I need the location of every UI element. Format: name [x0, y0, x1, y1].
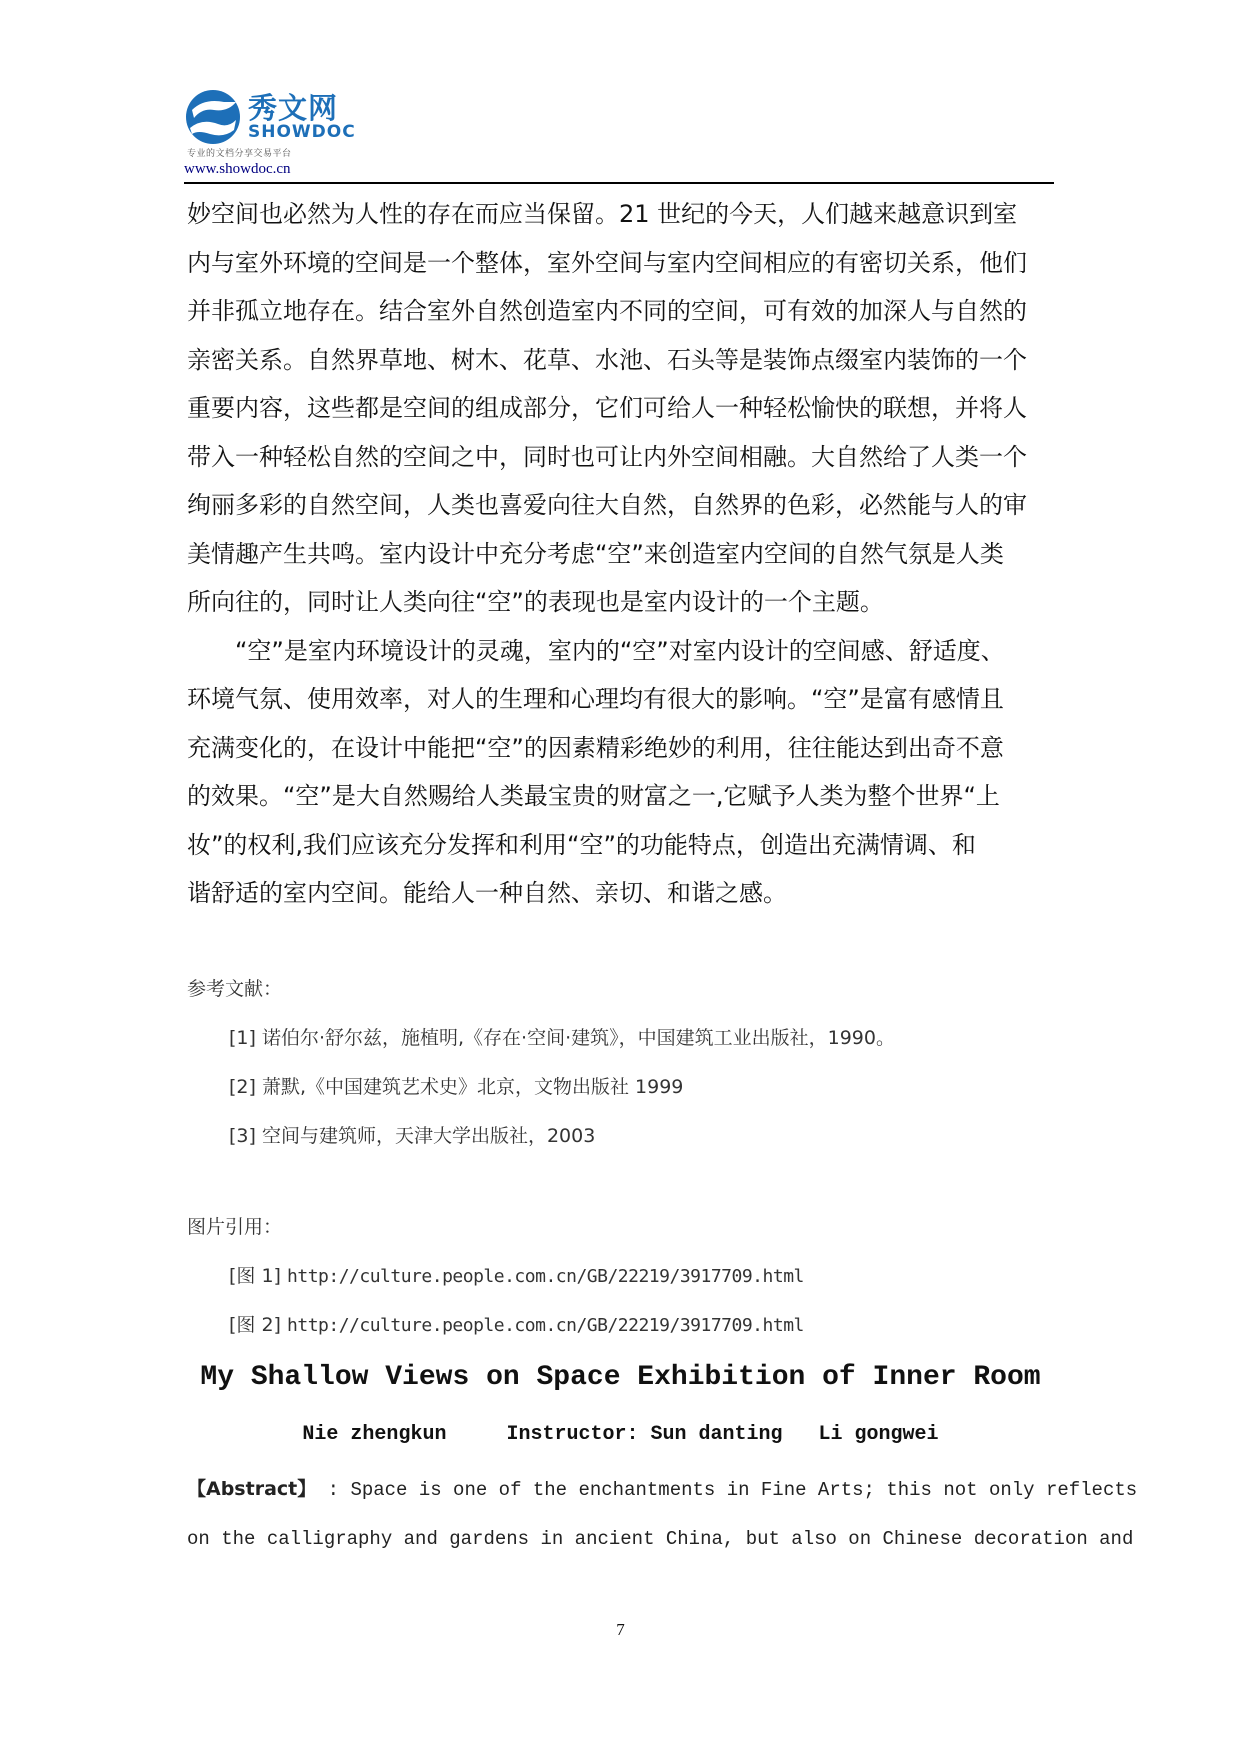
text-line: 的效果。“空”是大自然赐给人类最宝贵的财富之一,它赋予人类为整个世界“上 — [187, 782, 1000, 810]
abstract-label: 【Abstract】 — [187, 1478, 317, 1500]
logo-tagline: 专业的文档分享交易平台 — [187, 149, 292, 159]
author-line — [150, 1423, 1091, 1446]
abstract-line: on the calligraphy and gardens in ancient China, but also on Chinese decoration and — [187, 1528, 1134, 1550]
abstract-text: : Space is one of the enchantments in Fine Arts; this not only reflects — [316, 1479, 1138, 1501]
text-line: 内与室外环境的空间是一个整体，室外空间与室内空间相应的有密切关系，他们 — [187, 248, 1027, 277]
paragraph-1 — [187, 190, 1057, 627]
english-abstract — [187, 1465, 1138, 1564]
co-instructor-name: Li gongwei — [818, 1423, 939, 1446]
text-line: 美情趣产生共鸣。室内设计中充分考虑“空”来创造室内空间的自然气氛是人类 — [187, 539, 1004, 568]
abstract-line — [187, 1465, 1138, 1515]
image-references-section — [187, 1203, 1087, 1350]
text-line: 环境气氛、使用效率，对人的生理和心理均有很大的影响。“空”是富有感情且 — [187, 685, 1004, 713]
image-references-title: 图片引用： — [187, 1216, 283, 1238]
header-divider — [184, 182, 1054, 184]
text-line: 并非孤立地存在。结合室外自然创造室内不同的空间，可有效的加深人与自然的 — [187, 297, 1027, 325]
logo-chinese-name: 秀文网 — [248, 91, 339, 125]
showdoc-s-logo-icon — [184, 88, 242, 146]
showdoc-logo[interactable] — [184, 82, 364, 168]
text-line: 带入一种轻松自然的空间之中，同时也可让内外空间相融。大自然给了人类一个 — [187, 442, 1027, 471]
reference-item: [2] 萧默,《中国建筑艺术史》北京，文物出版社 1999 — [229, 1076, 684, 1098]
reference-item: [3] 空间与建筑师，天津大学出版社，2003 — [229, 1125, 596, 1147]
author-name: Nie zhengkun — [302, 1423, 447, 1446]
english-title: My Shallow Views on Space Exhibition of Inner Room — [200, 1362, 1041, 1393]
text-line: 绚丽多彩的自然空间，人类也喜爱向往大自然，自然界的色彩，必然能与人的审 — [187, 491, 1027, 519]
text-line: 充满变化的，在设计中能把“空”的因素精彩绝妙的利用，往往能达到出奇不意 — [187, 733, 1004, 762]
image-reference-label: [图 2] — [229, 1314, 281, 1336]
text-line: 妙空间也必然为人性的存在而应当保留。21 世纪的今天，人们越来越意识到室 — [187, 200, 1018, 228]
site-url-link[interactable]: www.showdoc.cn — [184, 161, 291, 177]
text-line: 亲密关系。自然界草地、树木、花草、水池、石头等是装饰点缀室内装饰的一个 — [187, 345, 1027, 374]
image-reference-item — [187, 1301, 1087, 1350]
text-line: 谐舒适的室内空间。能给人一种自然、亲切、和谐之感。 — [187, 879, 787, 907]
image-reference-item — [187, 1252, 1087, 1301]
text-line: “空”是室内环境设计的灵魂，室内的“空”对室内设计的空间感、舒适度、 — [235, 636, 1005, 665]
instructor-name: Instructor: Sun danting — [506, 1423, 783, 1446]
paragraph-2 — [187, 627, 1057, 918]
page-header — [184, 82, 1054, 184]
logo-english-name: SHOWDOC — [248, 122, 356, 142]
image-reference-url[interactable]: http://culture.people.com.cn/GB/22219/3917709.html — [287, 1315, 804, 1336]
text-line: 所向往的，同时让人类向往“空”的表现也是室内设计的一个主题。 — [187, 588, 884, 616]
references-section — [187, 965, 1087, 1161]
reference-item: [1] 诺伯尔·舒尔兹，施植明,《存在·空间·建筑》，中国建筑工业出版社，1990。 — [229, 1027, 895, 1049]
text-line: 重要内容，这些都是空间的组成部分，它们可给人一种轻松愉快的联想，并将人 — [187, 394, 1027, 422]
image-reference-url[interactable]: http://culture.people.com.cn/GB/22219/3917709.html — [287, 1266, 804, 1287]
text-line: 妆”的权利,我们应该充分发挥和利用“空”的功能特点，创造出充满情调、和 — [187, 830, 976, 859]
references-title: 参考文献： — [187, 978, 283, 1000]
page-number: 7 — [616, 1620, 625, 1639]
body-text — [187, 190, 1057, 918]
image-reference-label: [图 1] — [229, 1265, 281, 1287]
